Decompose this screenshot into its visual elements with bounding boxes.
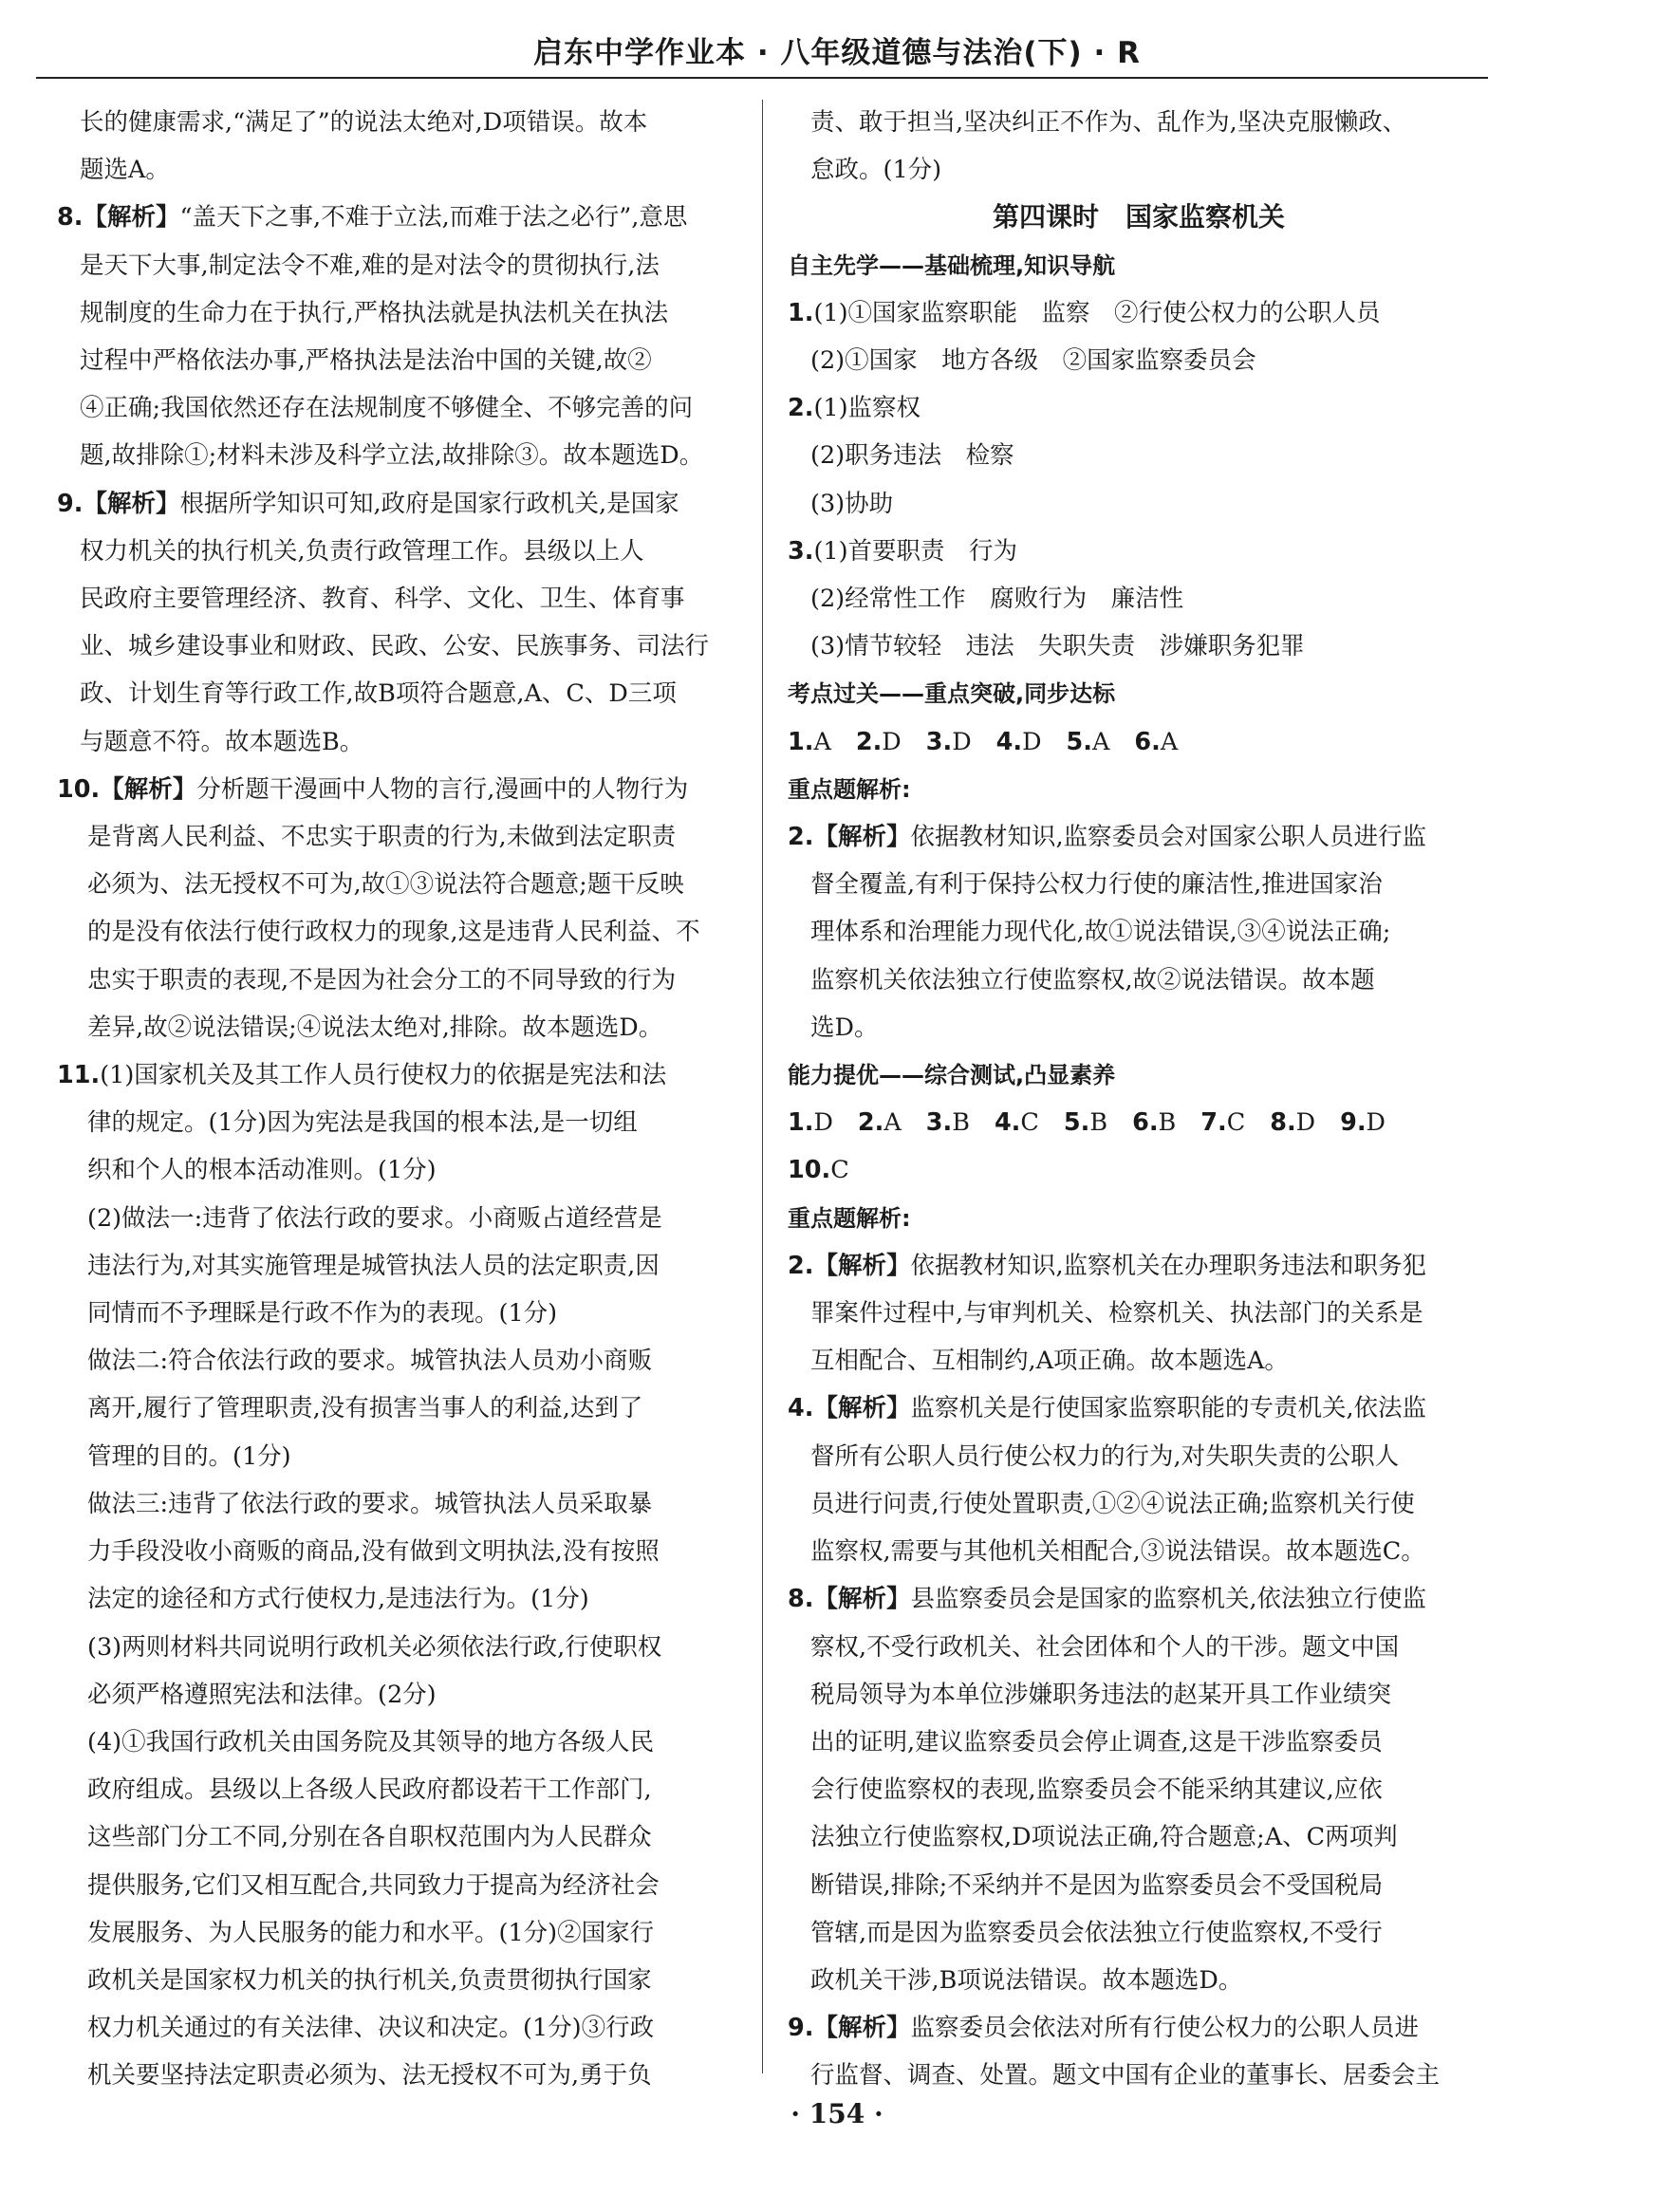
text-line: 依据教材知识,监察机关在办理职务违法和职务犯 [910, 1251, 1427, 1280]
text-line: 提供服务,它们又相互配合,共同致力于提高为经济社会 [87, 1870, 660, 1900]
ability-analysis-4 [788, 1385, 1490, 1575]
text-line: 权力机关通过的有关法律、决议和决定。(1分)③行政 [87, 2014, 655, 2043]
analysis-tag: 【解析】 [100, 774, 197, 804]
text-line: 督所有公职人员行使公权力的行为,对失职失责的公职人 [810, 1441, 1400, 1471]
text-line: 做法三:违背了依法行政的要求。城管执法人员采取暴 [87, 1489, 653, 1518]
text-line: 做法二:符合依法行政的要求。城管执法人员劝小商贩 [87, 1347, 653, 1376]
text-line: 分析题干漫画中人物的言行,漫画中的人物行为 [196, 774, 689, 804]
text-line: 这些部门分工不同,分别在各自职权范围内为人民群众 [87, 1823, 652, 1852]
lesson-title: 第四课时 国家监察机关 [992, 201, 1285, 233]
text-line: 行监督、调查、处置。题文中国有企业的董事长、居委会主 [810, 2061, 1441, 2091]
item-number: 8. [788, 1585, 814, 1614]
text-line: 督全覆盖,有利于保持公权力行使的廉洁性,推进国家治 [810, 870, 1383, 900]
answer-key-item: 3.B [925, 1108, 970, 1138]
text-line: 规制度的生命力在于执行,严格执法就是执法机关在执法 [80, 298, 669, 327]
text-line: 差异,故②说法错误;④说法太绝对,排除。故本题选D。 [87, 1013, 663, 1042]
text-line: 依据教材知识,监察委员会对国家公职人员进行监 [910, 823, 1427, 852]
key-analysis-label: 重点题解析: [788, 775, 911, 803]
answer-line: (1)①国家监察职能 监察 ②行使公权力的公职人员 [813, 298, 1381, 327]
text-line: 律的规定。(1分)因为宪法是我国的根本法,是一切组 [87, 1108, 638, 1138]
text-line: 断错误,排除;不采纳并不是因为监察委员会不受国税局 [810, 1870, 1384, 1900]
answer-key-item: 8.D [1270, 1108, 1316, 1138]
answer-key-item: 2.D [855, 727, 902, 756]
text-line: 发展服务、为人民服务的能力和水平。(1分)②国家行 [87, 1918, 655, 1947]
answer-key-item: 3.D [925, 727, 972, 756]
answer-key-item: 6.B [1132, 1108, 1177, 1138]
answer-key-item: 1.A [788, 727, 831, 756]
continued-line: 怠政。(1分) [810, 156, 942, 185]
text-line: 选D。 [810, 1013, 879, 1042]
text-line: 必须严格遵照宪法和法律。(2分) [87, 1680, 437, 1709]
text-line: (2)做法一:违背了依法行政的要求。小商贩占道经营是 [87, 1203, 662, 1233]
text-line: 同情而不予理睬是行政不作为的表现。(1分) [87, 1299, 558, 1329]
analysis-tag: 【解析】 [813, 1394, 911, 1423]
text-line: 必须为、法无授权不可为,故①③说法符合题意;题干反映 [87, 870, 684, 900]
text-line: 忠实于职责的表现,不是因为社会分工的不同导致的行为 [87, 965, 677, 994]
answer-line: (1)监察权 [813, 394, 921, 423]
ability-analysis-8 [788, 1575, 1490, 2004]
text-line: 法独立行使监察权,D项说法正确,符合题意;A、C两项判 [810, 1823, 1398, 1852]
answer-line: (3)协助 [810, 489, 894, 518]
item-number: 9. [788, 2014, 814, 2043]
text-line: 政机关干涉,B项说法错误。故本题选D。 [810, 1965, 1243, 1995]
text-line: 民政府主要管理经济、教育、科学、文化、卫生、体育事 [80, 585, 685, 614]
answer-item-11 [57, 1051, 746, 2099]
analysis-tag: 【解析】 [813, 1251, 911, 1280]
analysis-tag: 【解析】 [813, 2014, 911, 2043]
text-line: 员进行问责,行使处置职责,①②④说法正确;监察机关行使 [810, 1489, 1415, 1518]
text-line: 与题意不符。故本题选B。 [80, 727, 364, 756]
answer-line: (2)①国家 地方各级 ②国家监察委员会 [810, 346, 1256, 376]
text-line: 机关要坚持法定职责必须为、法无授权不可为,勇于负 [87, 2061, 652, 2091]
item-number: 2. [788, 394, 814, 423]
item-number: 9. [57, 489, 84, 518]
text-line: 监察机关是行使国家监察职能的专责机关,依法监 [910, 1394, 1427, 1423]
ability-analysis-9 [788, 2004, 1490, 2099]
answer-key-item: 2.A [857, 1108, 902, 1138]
page-number: · 154 · [790, 2098, 884, 2129]
answer-item-10 [57, 766, 746, 1051]
section-heading-self-study: 自主先学——基础梳理,知识导航 [788, 251, 1116, 279]
checkpoint-answer-row [788, 718, 1490, 766]
answer-key-item: 6.A [1134, 727, 1179, 756]
text-line: 理体系和治理能力现代化,故①说法错误,③④说法正确; [810, 918, 1391, 947]
answer-item-8 [57, 194, 746, 479]
section-heading-ability: 能力提优——综合测试,凸显素养 [788, 1062, 1116, 1089]
key-analysis-label: 重点题解析: [788, 1204, 911, 1232]
analysis-tag: 【解析】 [813, 1585, 911, 1614]
text-line: 政机关是国家权力机关的执行机关,负责贯彻执行国家 [87, 1965, 652, 1995]
text-line: 政、计划生育等行政工作,故B项符合题意,A、C、D三项 [80, 679, 677, 709]
text-line: 会行使监察权的表现,监察委员会不能采纳其建议,应依 [810, 1775, 1383, 1805]
answer-key-item: 5.B [1063, 1108, 1108, 1138]
text-line: ④正确;我国依然还存在法规制度不够健全、不够完善的问 [80, 394, 694, 423]
analysis-tag: 【解析】 [813, 823, 911, 852]
text-line: 监察机关依法独立行使监察权,故②说法错误。故本题 [810, 965, 1375, 994]
running-header: 启东中学作业本 · 八年级道德与法治(下) · R [533, 36, 1141, 70]
text-line: 业、城乡建设事业和财政、民政、公安、民族事务、司法行 [80, 632, 710, 661]
answer-key-item: 5.A [1066, 727, 1110, 756]
item-number: 11. [57, 1061, 101, 1090]
answer-key-item: 7.C [1200, 1108, 1246, 1138]
text-line: 县监察委员会是国家的监察机关,依法独立行使监 [910, 1585, 1427, 1614]
text-line: 的是没有依法行使行政权力的现象,这是违背人民利益、不 [87, 918, 700, 947]
text-line: 离开,履行了管理职责,没有损害当事人的利益,达到了 [87, 1394, 643, 1423]
text-line: 违法行为,对其实施管理是城管执法人员的法定职责,因 [87, 1251, 660, 1280]
answer-line: (1)首要职责 行为 [813, 536, 1018, 566]
ability-answer-row-2 [788, 1146, 1490, 1194]
text-line: 察权,不受行政机关、社会团体和个人的干涉。题文中国 [810, 1632, 1400, 1662]
item-number: 10. [57, 774, 101, 804]
text-line: 互相配合、互相制约,A项正确。故本题选A。 [810, 1347, 1289, 1376]
text-line: 织和个人的根本活动准则。(1分) [87, 1156, 437, 1185]
text-line: (1)国家机关及其工作人员行使权力的依据是宪法和法 [100, 1061, 667, 1090]
text-line: 出的证明,建议监察委员会停止调查,这是干涉监察委员 [810, 1727, 1383, 1757]
right-column [788, 99, 1490, 2100]
text-line: 法定的途径和方式行使权力,是违法行为。(1分) [87, 1585, 589, 1614]
item-number: 1. [788, 298, 814, 327]
item-number: 3. [788, 536, 814, 566]
left-column [57, 99, 746, 2100]
text-line: (3)两则材料共同说明行政机关必须依法行政,行使职权 [87, 1632, 662, 1662]
answer-line: (3)情节较轻 违法 失职失责 涉嫌职务犯罪 [810, 632, 1305, 661]
text-line: 是天下大事,制定法令不难,难的是对法令的贯彻执行,法 [80, 251, 660, 280]
text-line: (4)①我国行政机关由国务院及其领导的地方各级人民 [87, 1727, 655, 1757]
continued-line: 责、敢于担当,坚决纠正不作为、乱作为,坚决克服懒政、 [810, 108, 1407, 137]
header-rule [36, 77, 1488, 79]
text-line: 政府组成。县级以上各级人民政府都设若干工作部门, [87, 1775, 652, 1805]
item-number: 2. [788, 823, 814, 852]
answer-key-item: 1.D [788, 1108, 833, 1138]
ability-answer-row [788, 1099, 1490, 1146]
item-number: 4. [788, 1394, 814, 1423]
text-line: 力手段没收小商贩的商品,没有做到文明执法,没有按照 [87, 1537, 660, 1567]
answer-key-item: 4.D [995, 727, 1042, 756]
analysis-tag: 【解析】 [83, 203, 180, 232]
answer-key-item: 10.C [788, 1156, 849, 1185]
text-line: “盖天下之事,不难于立法,而难于法之必行”,意思 [179, 203, 688, 232]
answer-key-item: 9.D [1340, 1108, 1386, 1138]
text-line: 监察委员会依法对所有行使公权力的公职人员进 [910, 2014, 1419, 2043]
ability-analysis-2 [788, 1242, 1490, 1385]
section-heading-checkpoint: 考点过关——重点突破,同步达标 [788, 680, 1116, 708]
continued-line: 长的健康需求,“满足了”的说法太绝对,D项错误。故本 [80, 108, 648, 137]
item-number: 8. [57, 203, 84, 232]
continued-line: 题选A。 [80, 156, 170, 185]
text-line: 管理的目的。(1分) [87, 1441, 291, 1471]
answer-line: (2)职务违法 检察 [810, 441, 1014, 471]
text-line: 过程中严格依法办事,严格执法是法治中国的关键,故② [80, 346, 652, 376]
answer-line: (2)经常性工作 腐败行为 廉洁性 [810, 585, 1184, 614]
answer-item-9 [57, 480, 746, 766]
text-line: 监察权,需要与其他机关相配合,③说法错误。故本题选C。 [810, 1537, 1425, 1567]
text-line: 管辖,而是因为监察委员会依法独立行使监察权,不受行 [810, 1918, 1383, 1947]
text-line: 税局领导为本单位涉嫌职务违法的赵某开具工作业绩突 [810, 1680, 1392, 1709]
text-line: 根据所学知识可知,政府是国家行政机关,是国家 [179, 489, 679, 518]
column-divider [762, 100, 763, 2073]
text-line: 是背离人民利益、不忠实于职责的行为,未做到法定职责 [87, 823, 677, 852]
self-study-answers [788, 289, 1490, 671]
checkpoint-analysis-2 [788, 813, 1490, 1051]
analysis-tag: 【解析】 [83, 489, 180, 518]
answer-key-item: 4.C [994, 1108, 1039, 1138]
text-line: 题,故排除①;材料未涉及科学立法,故排除③。故本题选D。 [80, 441, 704, 471]
item-number: 2. [788, 1251, 814, 1280]
text-line: 罪案件过程中,与审判机关、检察机关、执法部门的关系是 [810, 1299, 1423, 1329]
text-line: 权力机关的执行机关,负责行政管理工作。县级以上人 [80, 536, 644, 566]
